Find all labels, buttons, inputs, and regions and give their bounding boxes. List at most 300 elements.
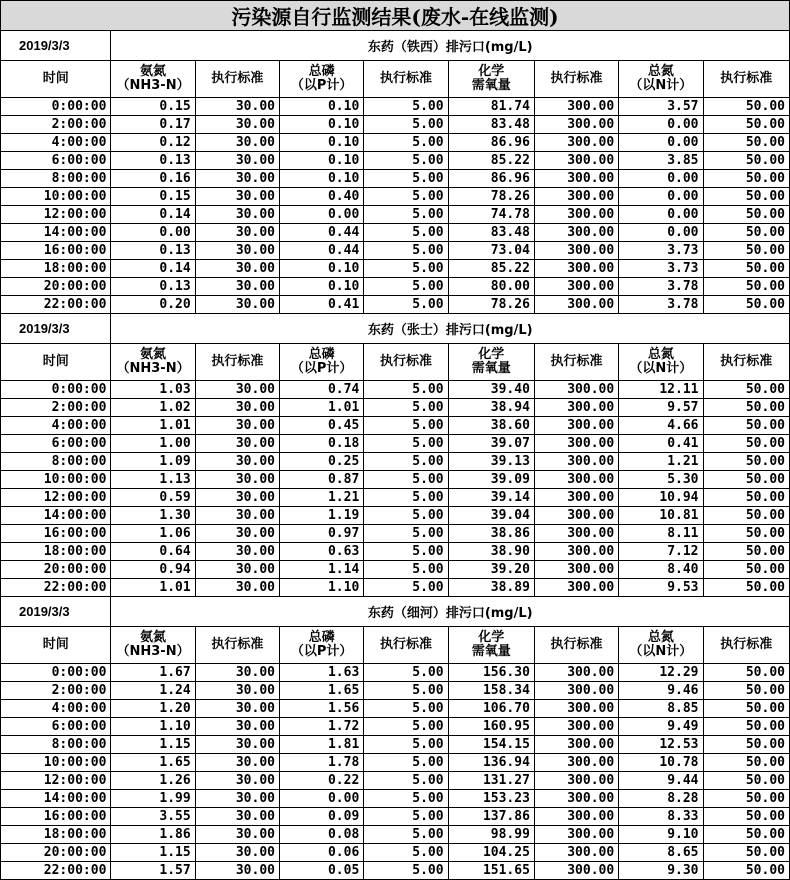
table-row: [1, 242, 790, 260]
value-cell: 30.00: [195, 808, 279, 826]
section-date: 2019/3/3: [1, 314, 111, 344]
value-cell: 73.04: [448, 242, 534, 260]
value-cell: 5.30: [619, 471, 703, 489]
value-cell: 98.99: [448, 826, 534, 844]
value-cell: 5.00: [364, 808, 448, 826]
value-cell: 39.13: [448, 453, 534, 471]
value-cell: 1.65: [280, 682, 364, 700]
table-row: [1, 736, 790, 754]
value-cell: 5.00: [364, 772, 448, 790]
value-cell: 0.40: [280, 188, 364, 206]
table-row: [1, 278, 790, 296]
value-cell: 300.00: [534, 772, 618, 790]
value-cell: 1.21: [619, 453, 703, 471]
table-row: [1, 381, 790, 399]
section-outlet: 东药（细河）排污口(mg/L): [111, 597, 790, 627]
value-cell: 5.00: [364, 525, 448, 543]
column-header: 执行标准: [703, 344, 790, 381]
time-cell: 10:00:00: [1, 754, 111, 772]
time-cell: 6:00:00: [1, 152, 111, 170]
column-header: 氨氮 （NH3-N）: [111, 61, 195, 98]
section-header-row: [1, 31, 790, 61]
value-cell: 0.00: [619, 116, 703, 134]
value-cell: 0.17: [111, 116, 195, 134]
value-cell: 39.09: [448, 471, 534, 489]
column-header: 执行标准: [703, 627, 790, 664]
time-cell: 18:00:00: [1, 826, 111, 844]
value-cell: 300.00: [534, 152, 618, 170]
value-cell: 5.00: [364, 543, 448, 561]
time-cell: 4:00:00: [1, 700, 111, 718]
table-row: [1, 453, 790, 471]
value-cell: 5.00: [364, 790, 448, 808]
value-cell: 50.00: [703, 579, 790, 597]
value-cell: 5.00: [364, 152, 448, 170]
column-header: 执行标准: [534, 627, 618, 664]
value-cell: 1.02: [111, 399, 195, 417]
value-cell: 8.11: [619, 525, 703, 543]
value-cell: 83.48: [448, 116, 534, 134]
value-cell: 5.00: [364, 579, 448, 597]
table-row: [1, 152, 790, 170]
value-cell: 1.26: [111, 772, 195, 790]
table-row: [1, 260, 790, 278]
value-cell: 3.78: [619, 278, 703, 296]
value-cell: 50.00: [703, 224, 790, 242]
table-row: [1, 844, 790, 862]
column-header: 氨氮 （NH3-N）: [111, 344, 195, 381]
value-cell: 50.00: [703, 525, 790, 543]
value-cell: 300.00: [534, 453, 618, 471]
value-cell: 50.00: [703, 278, 790, 296]
time-cell: 14:00:00: [1, 790, 111, 808]
time-cell: 2:00:00: [1, 399, 111, 417]
table-row: [1, 808, 790, 826]
time-cell: 0:00:00: [1, 664, 111, 682]
value-cell: 10.94: [619, 489, 703, 507]
value-cell: 3.57: [619, 98, 703, 116]
table-row: [1, 399, 790, 417]
table-row: [1, 862, 790, 880]
value-cell: 50.00: [703, 206, 790, 224]
table-row: [1, 224, 790, 242]
table-row: [1, 507, 790, 525]
value-cell: 300.00: [534, 507, 618, 525]
value-cell: 300.00: [534, 664, 618, 682]
value-cell: 30.00: [195, 152, 279, 170]
column-header: 化学 需氧量: [448, 627, 534, 664]
value-cell: 1.57: [111, 862, 195, 880]
table-row: [1, 754, 790, 772]
value-cell: 30.00: [195, 772, 279, 790]
value-cell: 1.10: [111, 718, 195, 736]
value-cell: 12.11: [619, 381, 703, 399]
table-row: [1, 790, 790, 808]
value-cell: 30.00: [195, 525, 279, 543]
value-cell: 300.00: [534, 579, 618, 597]
value-cell: 300.00: [534, 754, 618, 772]
time-cell: 16:00:00: [1, 242, 111, 260]
column-header: 总磷 （以P计）: [280, 61, 364, 98]
value-cell: 1.78: [280, 754, 364, 772]
value-cell: 300.00: [534, 736, 618, 754]
value-cell: 5.00: [364, 489, 448, 507]
value-cell: 50.00: [703, 471, 790, 489]
table-row: [1, 489, 790, 507]
value-cell: 78.26: [448, 188, 534, 206]
value-cell: 50.00: [703, 489, 790, 507]
value-cell: 5.00: [364, 296, 448, 314]
value-cell: 50.00: [703, 754, 790, 772]
value-cell: 153.23: [448, 790, 534, 808]
value-cell: 8.33: [619, 808, 703, 826]
value-cell: 1.99: [111, 790, 195, 808]
value-cell: 300.00: [534, 224, 618, 242]
value-cell: 300.00: [534, 134, 618, 152]
value-cell: 300.00: [534, 435, 618, 453]
value-cell: 3.55: [111, 808, 195, 826]
value-cell: 50.00: [703, 399, 790, 417]
section-outlet: 东药（张士）排污口(mg/L): [111, 314, 790, 344]
value-cell: 5.00: [364, 224, 448, 242]
value-cell: 50.00: [703, 381, 790, 399]
value-cell: 5.00: [364, 561, 448, 579]
column-header: 执行标准: [195, 61, 279, 98]
value-cell: 0.10: [280, 98, 364, 116]
value-cell: 50.00: [703, 808, 790, 826]
value-cell: 5.00: [364, 471, 448, 489]
value-cell: 0.25: [280, 453, 364, 471]
value-cell: 30.00: [195, 417, 279, 435]
table-row: [1, 543, 790, 561]
value-cell: 300.00: [534, 700, 618, 718]
value-cell: 3.78: [619, 296, 703, 314]
value-cell: 86.96: [448, 170, 534, 188]
table-row: [1, 525, 790, 543]
value-cell: 30.00: [195, 134, 279, 152]
value-cell: 50.00: [703, 152, 790, 170]
time-cell: 0:00:00: [1, 381, 111, 399]
value-cell: 300.00: [534, 790, 618, 808]
value-cell: 0.87: [280, 471, 364, 489]
value-cell: 1.01: [111, 417, 195, 435]
column-header: 总磷 （以P计）: [280, 627, 364, 664]
value-cell: 5.00: [364, 862, 448, 880]
value-cell: 1.24: [111, 682, 195, 700]
value-cell: 50.00: [703, 826, 790, 844]
column-header-row: [1, 61, 790, 98]
value-cell: 30.00: [195, 278, 279, 296]
table-row: [1, 700, 790, 718]
value-cell: 300.00: [534, 826, 618, 844]
value-cell: 300.00: [534, 844, 618, 862]
value-cell: 0.14: [111, 260, 195, 278]
value-cell: 8.28: [619, 790, 703, 808]
column-header-row: [1, 627, 790, 664]
value-cell: 151.65: [448, 862, 534, 880]
value-cell: 156.30: [448, 664, 534, 682]
table-row: [1, 718, 790, 736]
value-cell: 0.13: [111, 152, 195, 170]
value-cell: 0.05: [280, 862, 364, 880]
value-cell: 0.15: [111, 98, 195, 116]
value-cell: 30.00: [195, 561, 279, 579]
value-cell: 0.13: [111, 242, 195, 260]
value-cell: 30.00: [195, 206, 279, 224]
value-cell: 5.00: [364, 736, 448, 754]
value-cell: 30.00: [195, 471, 279, 489]
value-cell: 5.00: [364, 826, 448, 844]
value-cell: 1.21: [280, 489, 364, 507]
section-header-row: [1, 314, 790, 344]
value-cell: 9.57: [619, 399, 703, 417]
value-cell: 50.00: [703, 435, 790, 453]
value-cell: 300.00: [534, 296, 618, 314]
value-cell: 39.14: [448, 489, 534, 507]
value-cell: 86.96: [448, 134, 534, 152]
time-cell: 22:00:00: [1, 296, 111, 314]
value-cell: 0.08: [280, 826, 364, 844]
value-cell: 50.00: [703, 561, 790, 579]
value-cell: 30.00: [195, 489, 279, 507]
value-cell: 300.00: [534, 808, 618, 826]
value-cell: 10.78: [619, 754, 703, 772]
value-cell: 1.14: [280, 561, 364, 579]
value-cell: 0.00: [619, 188, 703, 206]
time-cell: 18:00:00: [1, 543, 111, 561]
value-cell: 0.97: [280, 525, 364, 543]
value-cell: 0.74: [280, 381, 364, 399]
section-header-row: [1, 597, 790, 627]
time-cell: 16:00:00: [1, 525, 111, 543]
time-cell: 8:00:00: [1, 736, 111, 754]
value-cell: 39.20: [448, 561, 534, 579]
value-cell: 30.00: [195, 170, 279, 188]
column-header: 时间: [1, 344, 111, 381]
value-cell: 0.10: [280, 116, 364, 134]
value-cell: 300.00: [534, 471, 618, 489]
value-cell: 0.16: [111, 170, 195, 188]
value-cell: 78.26: [448, 296, 534, 314]
column-header: 总磷 （以P计）: [280, 344, 364, 381]
value-cell: 0.00: [619, 170, 703, 188]
table-row: [1, 579, 790, 597]
value-cell: 1.01: [280, 399, 364, 417]
value-cell: 74.78: [448, 206, 534, 224]
table-row: [1, 188, 790, 206]
column-header: 执行标准: [534, 344, 618, 381]
value-cell: 160.95: [448, 718, 534, 736]
column-header: 执行标准: [364, 627, 448, 664]
value-cell: 50.00: [703, 844, 790, 862]
value-cell: 30.00: [195, 296, 279, 314]
column-header: 执行标准: [703, 61, 790, 98]
value-cell: 136.94: [448, 754, 534, 772]
value-cell: 50.00: [703, 700, 790, 718]
value-cell: 50.00: [703, 507, 790, 525]
value-cell: 30.00: [195, 260, 279, 278]
value-cell: 1.01: [111, 579, 195, 597]
value-cell: 1.65: [111, 754, 195, 772]
value-cell: 137.86: [448, 808, 534, 826]
value-cell: 0.10: [280, 170, 364, 188]
value-cell: 12.29: [619, 664, 703, 682]
value-cell: 300.00: [534, 188, 618, 206]
value-cell: 0.64: [111, 543, 195, 561]
value-cell: 0.06: [280, 844, 364, 862]
value-cell: 0.13: [111, 278, 195, 296]
value-cell: 300.00: [534, 242, 618, 260]
time-cell: 20:00:00: [1, 278, 111, 296]
value-cell: 300.00: [534, 718, 618, 736]
value-cell: 5.00: [364, 718, 448, 736]
value-cell: 0.22: [280, 772, 364, 790]
column-header: 总氮 （以N计）: [619, 344, 703, 381]
value-cell: 30.00: [195, 224, 279, 242]
value-cell: 38.94: [448, 399, 534, 417]
value-cell: 0.15: [111, 188, 195, 206]
value-cell: 80.00: [448, 278, 534, 296]
column-header: 执行标准: [195, 344, 279, 381]
value-cell: 12.53: [619, 736, 703, 754]
value-cell: 83.48: [448, 224, 534, 242]
value-cell: 0.00: [619, 206, 703, 224]
value-cell: 158.34: [448, 682, 534, 700]
value-cell: 50.00: [703, 417, 790, 435]
value-cell: 0.09: [280, 808, 364, 826]
value-cell: 0.10: [280, 278, 364, 296]
value-cell: 300.00: [534, 116, 618, 134]
value-cell: 5.00: [364, 260, 448, 278]
value-cell: 1.81: [280, 736, 364, 754]
time-cell: 2:00:00: [1, 116, 111, 134]
column-header: 执行标准: [364, 344, 448, 381]
value-cell: 0.44: [280, 242, 364, 260]
table-row: [1, 471, 790, 489]
value-cell: 9.46: [619, 682, 703, 700]
value-cell: 300.00: [534, 260, 618, 278]
value-cell: 154.15: [448, 736, 534, 754]
value-cell: 30.00: [195, 453, 279, 471]
value-cell: 3.85: [619, 152, 703, 170]
value-cell: 1.00: [111, 435, 195, 453]
value-cell: 8.65: [619, 844, 703, 862]
table-row: [1, 417, 790, 435]
table-row: [1, 134, 790, 152]
table-row: [1, 116, 790, 134]
value-cell: 50.00: [703, 116, 790, 134]
table-row: [1, 296, 790, 314]
value-cell: 300.00: [534, 417, 618, 435]
value-cell: 1.19: [280, 507, 364, 525]
value-cell: 5.00: [364, 242, 448, 260]
value-cell: 30.00: [195, 664, 279, 682]
value-cell: 50.00: [703, 682, 790, 700]
value-cell: 50.00: [703, 453, 790, 471]
column-header-row: [1, 344, 790, 381]
value-cell: 50.00: [703, 772, 790, 790]
value-cell: 30.00: [195, 399, 279, 417]
value-cell: 5.00: [364, 134, 448, 152]
time-cell: 4:00:00: [1, 417, 111, 435]
value-cell: 85.22: [448, 260, 534, 278]
table-row: [1, 772, 790, 790]
value-cell: 5.00: [364, 682, 448, 700]
time-cell: 18:00:00: [1, 260, 111, 278]
value-cell: 85.22: [448, 152, 534, 170]
value-cell: 30.00: [195, 188, 279, 206]
value-cell: 106.70: [448, 700, 534, 718]
value-cell: 9.30: [619, 862, 703, 880]
time-cell: 22:00:00: [1, 579, 111, 597]
time-cell: 0:00:00: [1, 98, 111, 116]
column-header: 化学 需氧量: [448, 344, 534, 381]
column-header: 执行标准: [195, 627, 279, 664]
value-cell: 0.41: [280, 296, 364, 314]
value-cell: 50.00: [703, 170, 790, 188]
value-cell: 30.00: [195, 754, 279, 772]
table-row: [1, 826, 790, 844]
value-cell: 30.00: [195, 700, 279, 718]
value-cell: 50.00: [703, 296, 790, 314]
time-cell: 12:00:00: [1, 206, 111, 224]
value-cell: 30.00: [195, 790, 279, 808]
value-cell: 4.66: [619, 417, 703, 435]
value-cell: 38.86: [448, 525, 534, 543]
table-row: [1, 435, 790, 453]
value-cell: 1.13: [111, 471, 195, 489]
value-cell: 30.00: [195, 718, 279, 736]
time-cell: 22:00:00: [1, 862, 111, 880]
value-cell: 8.40: [619, 561, 703, 579]
time-cell: 4:00:00: [1, 134, 111, 152]
value-cell: 10.81: [619, 507, 703, 525]
value-cell: 0.10: [280, 260, 364, 278]
value-cell: 5.00: [364, 700, 448, 718]
time-cell: 10:00:00: [1, 471, 111, 489]
value-cell: 0.00: [280, 790, 364, 808]
value-cell: 300.00: [534, 862, 618, 880]
value-cell: 30.00: [195, 242, 279, 260]
table-row: [1, 98, 790, 116]
value-cell: 0.00: [280, 206, 364, 224]
value-cell: 3.73: [619, 242, 703, 260]
value-cell: 30.00: [195, 579, 279, 597]
value-cell: 1.03: [111, 381, 195, 399]
value-cell: 50.00: [703, 736, 790, 754]
value-cell: 38.89: [448, 579, 534, 597]
value-cell: 5.00: [364, 116, 448, 134]
value-cell: 30.00: [195, 435, 279, 453]
value-cell: 8.85: [619, 700, 703, 718]
value-cell: 30.00: [195, 736, 279, 754]
time-cell: 8:00:00: [1, 170, 111, 188]
value-cell: 81.74: [448, 98, 534, 116]
value-cell: 5.00: [364, 435, 448, 453]
value-cell: 50.00: [703, 664, 790, 682]
value-cell: 300.00: [534, 278, 618, 296]
value-cell: 30.00: [195, 682, 279, 700]
time-cell: 16:00:00: [1, 808, 111, 826]
value-cell: 0.00: [619, 224, 703, 242]
value-cell: 30.00: [195, 116, 279, 134]
value-cell: 50.00: [703, 718, 790, 736]
value-cell: 300.00: [534, 561, 618, 579]
time-cell: 6:00:00: [1, 718, 111, 736]
value-cell: 0.59: [111, 489, 195, 507]
value-cell: 1.56: [280, 700, 364, 718]
value-cell: 9.10: [619, 826, 703, 844]
